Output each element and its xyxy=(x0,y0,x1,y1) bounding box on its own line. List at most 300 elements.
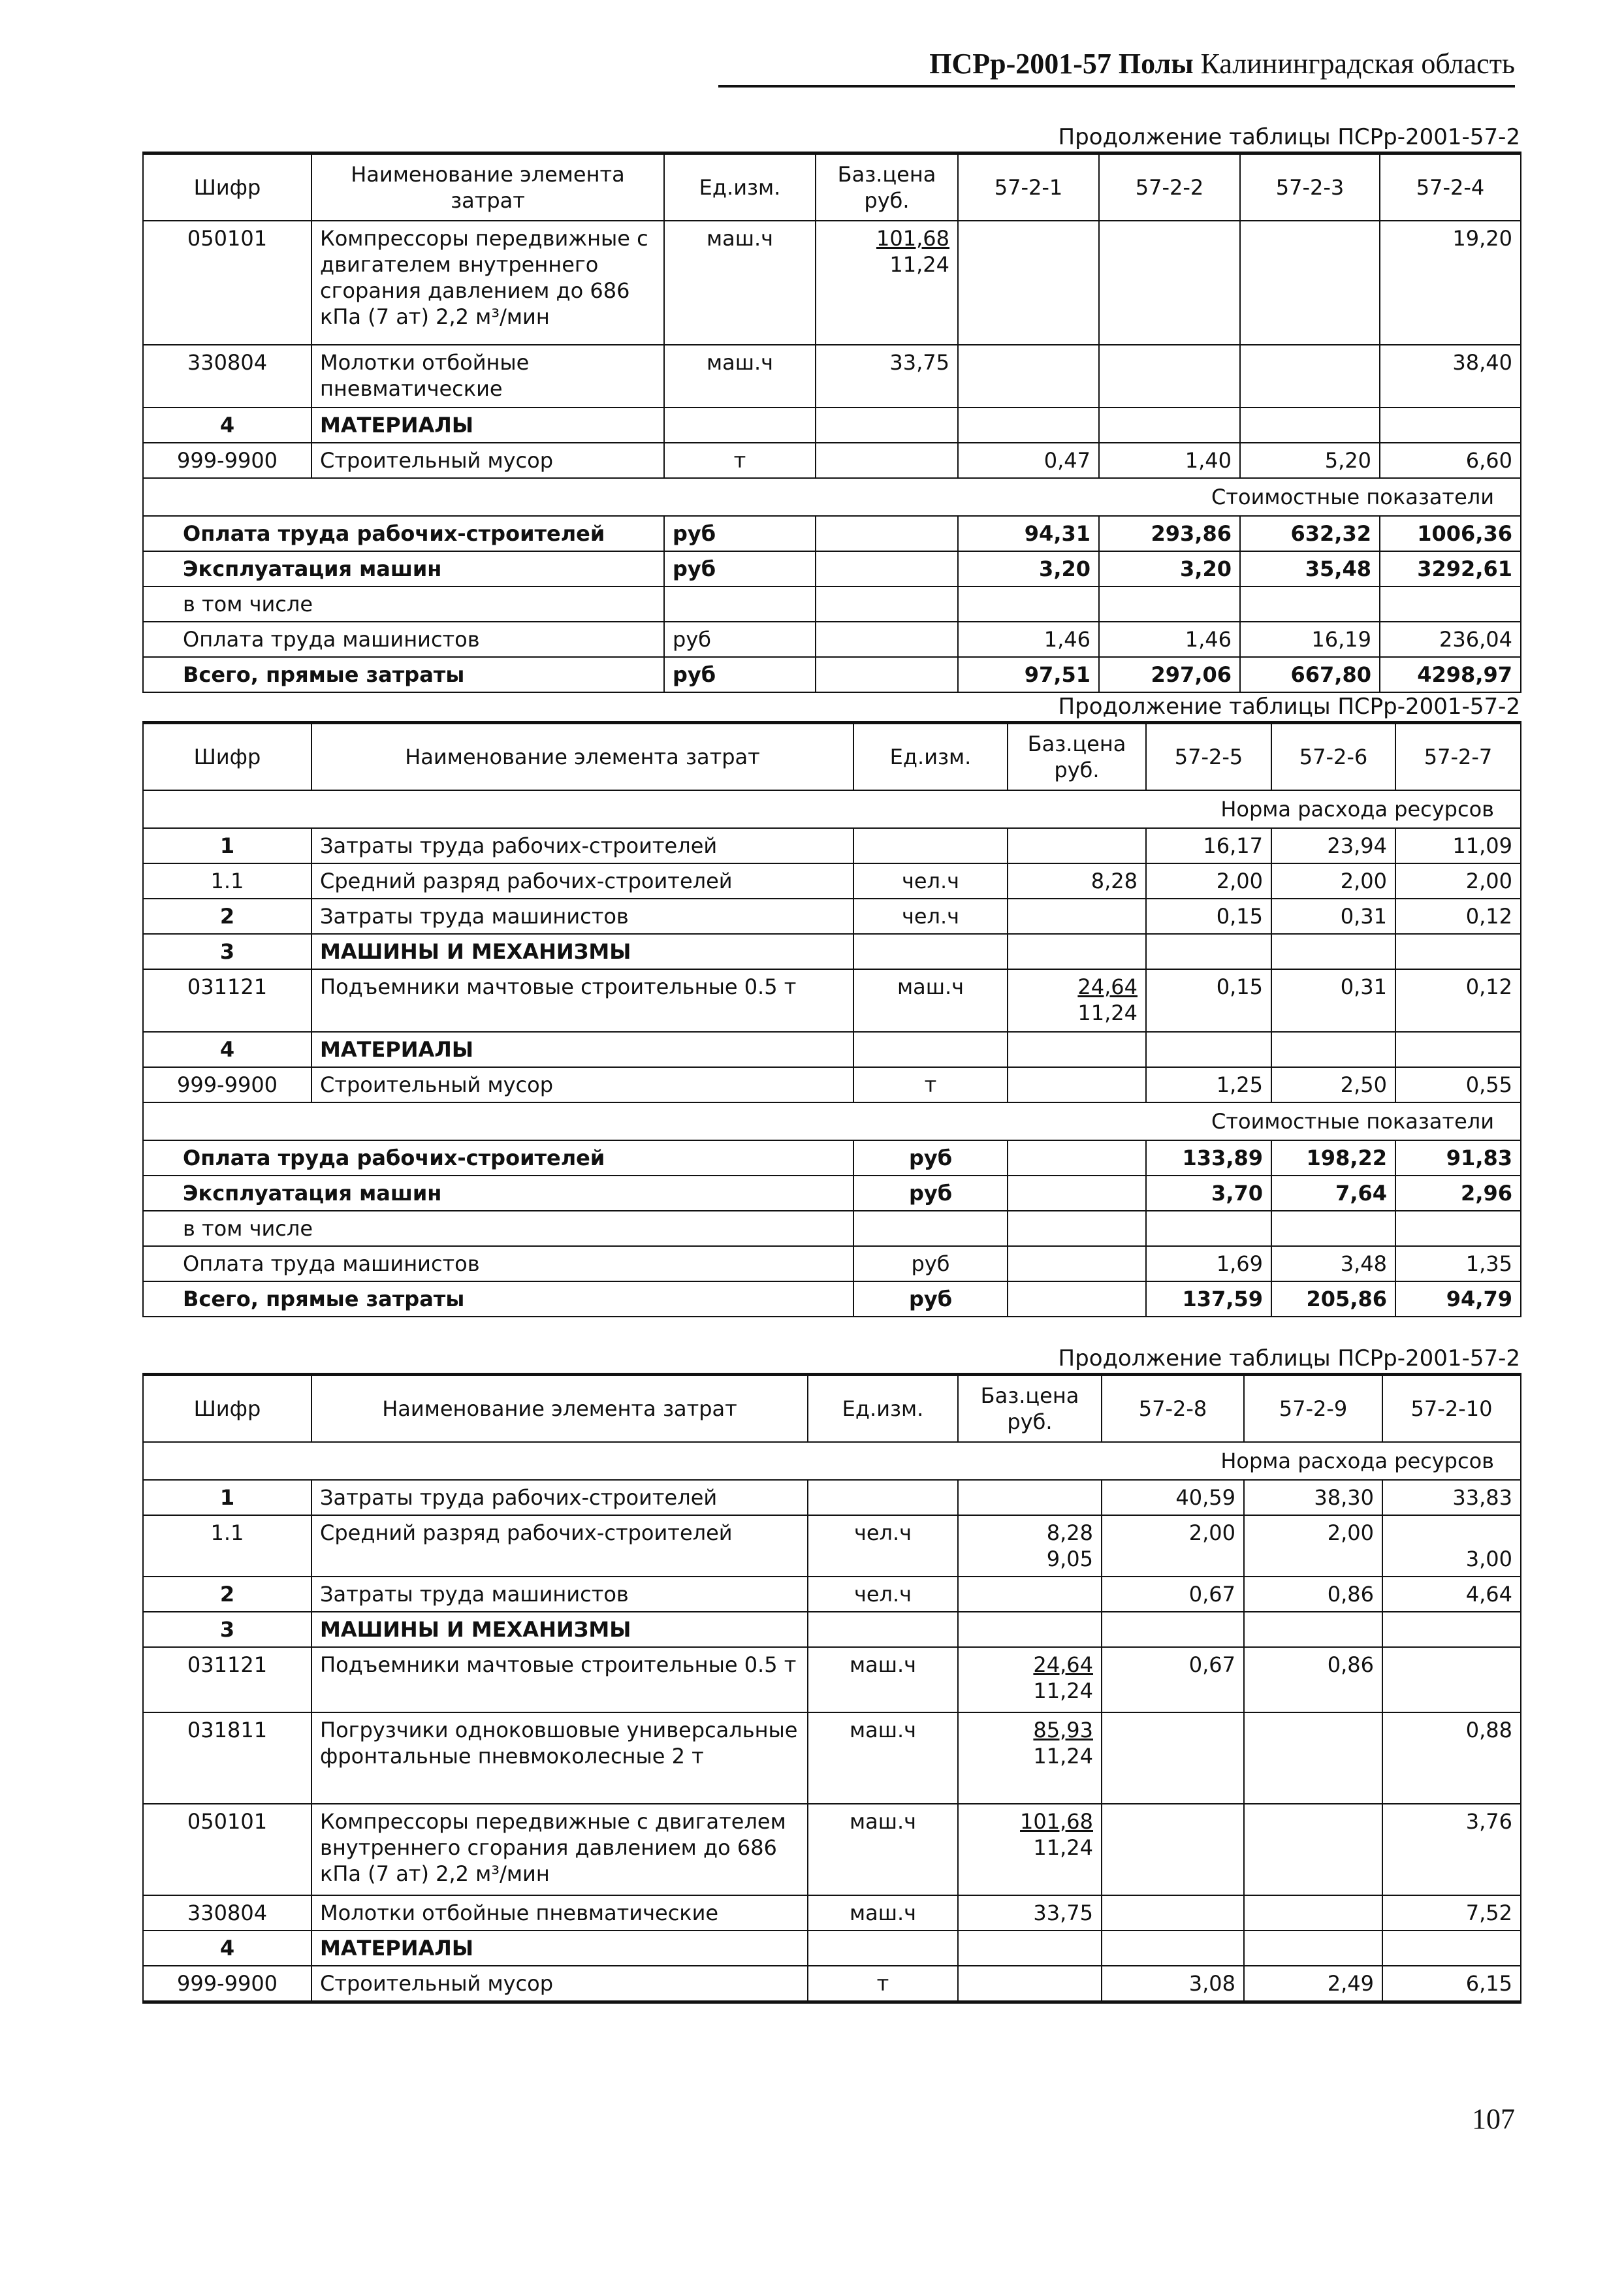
table1-col-unit: Ед.изм. xyxy=(664,153,816,221)
empty-cell xyxy=(1008,1176,1146,1211)
cost-value: 1,46 xyxy=(958,622,1099,657)
empty-cell xyxy=(1099,408,1240,443)
table1-header-row xyxy=(143,153,1521,221)
cost-value: 293,86 xyxy=(1099,516,1240,551)
table-row xyxy=(143,345,1521,408)
cost-label: в том числе xyxy=(143,586,664,622)
row-unit: чел.ч xyxy=(853,863,1008,899)
cost-row xyxy=(143,1211,1521,1246)
section-title: МАТЕРИАЛЫ xyxy=(311,408,664,443)
cost-row xyxy=(143,586,1521,622)
cost-row xyxy=(143,657,1521,692)
cost-band-row xyxy=(143,1102,1521,1140)
row-name: Затраты труда рабочих-строителей xyxy=(311,828,853,863)
header-code: ПСРр-2001-57 xyxy=(929,48,1111,80)
cost-band-label: Стоимостные показатели xyxy=(143,1102,1521,1140)
cost-band-label: Стоимостные показатели xyxy=(143,478,1521,516)
empty-cell xyxy=(958,1612,1102,1647)
empty-cell xyxy=(958,586,1099,622)
row-value: 2,50 xyxy=(1271,1067,1395,1102)
row-code: 999-9900 xyxy=(143,1067,311,1102)
table1-col-4: 57-2-4 xyxy=(1380,153,1521,221)
cost-value: 1006,36 xyxy=(1380,516,1521,551)
price-wage: 11,24 xyxy=(889,252,949,277)
row-code: 330804 xyxy=(143,1895,311,1931)
row-value xyxy=(1099,221,1240,345)
row-value: 4,64 xyxy=(1382,1577,1521,1612)
row-price xyxy=(958,1966,1102,2002)
cost-unit: руб xyxy=(664,516,816,551)
section-code: 3 xyxy=(143,1612,311,1647)
empty-cell xyxy=(1244,1931,1382,1966)
row-value: 2,00 xyxy=(1146,863,1271,899)
table-row xyxy=(143,1895,1521,1931)
cost-unit: руб xyxy=(664,622,816,657)
cost-value: 236,04 xyxy=(1380,622,1521,657)
empty-cell xyxy=(1099,586,1240,622)
empty-cell xyxy=(1240,408,1380,443)
cost-row xyxy=(143,622,1521,657)
row-unit: чел.ч xyxy=(808,1577,958,1612)
row-value: 3,00 xyxy=(1382,1515,1521,1577)
table-2 xyxy=(142,721,1521,1317)
cost-unit: руб xyxy=(664,657,816,692)
row-name: Компрессоры передвижные с двигателем внутреннего сгорания давлением до 686 кПа (7 ат) 2,2 м³/мин xyxy=(311,1804,808,1895)
cost-value: 198,22 xyxy=(1271,1140,1395,1176)
empty-cell xyxy=(1146,934,1271,969)
row-name: Затраты труда машинистов xyxy=(311,1577,808,1612)
price-base: 101,68 xyxy=(1020,1809,1093,1834)
table3-col-unit: Ед.изм. xyxy=(808,1375,958,1443)
row-price xyxy=(958,1647,1102,1712)
row-value: 40,59 xyxy=(1102,1480,1244,1515)
table-row xyxy=(143,1966,1521,2002)
row-value: 2,00 xyxy=(1102,1515,1244,1577)
row-price: 33,75 xyxy=(958,1895,1102,1931)
cost-value: 632,32 xyxy=(1240,516,1380,551)
row-value: 0,31 xyxy=(1271,969,1395,1032)
row-value: 6,60 xyxy=(1380,443,1521,478)
empty-cell xyxy=(1380,586,1521,622)
price-base: 101,68 xyxy=(876,226,949,251)
cost-row xyxy=(143,1246,1521,1281)
row-code: 050101 xyxy=(143,221,311,345)
empty-cell xyxy=(1008,1281,1146,1317)
table1-col-3: 57-2-3 xyxy=(1240,153,1380,221)
norms-band-label: Норма расхода ресурсов xyxy=(143,790,1521,828)
table2-col-2: 57-2-6 xyxy=(1271,723,1395,791)
row-value: 0,86 xyxy=(1244,1647,1382,1712)
row-value: 0,15 xyxy=(1146,969,1271,1032)
cost-value: 3292,61 xyxy=(1380,551,1521,586)
row-value: 0,12 xyxy=(1395,969,1521,1032)
row-value: 38,30 xyxy=(1244,1480,1382,1515)
table-3 xyxy=(142,1373,1521,2004)
table-row xyxy=(143,969,1521,1032)
section-title: МАШИНЫ И МЕХАНИЗМЫ xyxy=(311,1612,808,1647)
section-code: 4 xyxy=(143,408,311,443)
row-unit xyxy=(808,1480,958,1515)
cost-row xyxy=(143,1281,1521,1317)
row-name: Молотки отбойные пневматические xyxy=(311,1895,808,1931)
table-row xyxy=(143,1577,1521,1612)
table3-col-code: Шифр xyxy=(143,1375,311,1443)
price-value: 9,05 xyxy=(1046,1547,1093,1571)
empty-cell xyxy=(1008,1032,1146,1067)
empty-cell xyxy=(1240,586,1380,622)
row-code: 031811 xyxy=(143,1712,311,1804)
row-code: 1 xyxy=(143,1480,311,1515)
header-region: Калининградская область xyxy=(1200,48,1515,80)
price-base: 85,93 xyxy=(1033,1718,1093,1742)
empty-cell xyxy=(664,586,816,622)
cost-value: 4298,97 xyxy=(1380,657,1521,692)
row-value xyxy=(1102,1804,1244,1895)
empty-cell xyxy=(1395,1211,1521,1246)
cost-unit: руб xyxy=(853,1176,1008,1211)
table-row xyxy=(143,899,1521,934)
row-value: 0,67 xyxy=(1102,1577,1244,1612)
row-name: Затраты труда рабочих-строителей xyxy=(311,1480,808,1515)
table-row xyxy=(143,1480,1521,1515)
cost-value: 3,48 xyxy=(1271,1246,1395,1281)
row-unit: чел.ч xyxy=(808,1515,958,1577)
row-name: Подъемники мачтовые строительные 0.5 т xyxy=(311,969,853,1032)
cost-value: 7,64 xyxy=(1271,1176,1395,1211)
row-code: 050101 xyxy=(143,1804,311,1895)
row-value: 2,49 xyxy=(1244,1966,1382,2002)
cost-band-row xyxy=(143,478,1521,516)
table3-header-row xyxy=(143,1375,1521,1443)
table2-header-row xyxy=(143,723,1521,791)
row-value: 16,17 xyxy=(1146,828,1271,863)
row-value: 1,25 xyxy=(1146,1067,1271,1102)
empty-cell xyxy=(1380,408,1521,443)
price-wage: 11,24 xyxy=(1033,1744,1093,1769)
page-header xyxy=(718,46,1515,88)
table3-col-2: 57-2-9 xyxy=(1244,1375,1382,1443)
row-price xyxy=(1008,828,1146,863)
cost-value: 94,79 xyxy=(1395,1281,1521,1317)
empty-cell xyxy=(808,1931,958,1966)
row-value xyxy=(1382,1647,1521,1712)
empty-cell xyxy=(1271,1211,1395,1246)
row-value: 0,88 xyxy=(1382,1712,1521,1804)
table-row xyxy=(143,221,1521,345)
cost-value: 133,89 xyxy=(1146,1140,1271,1176)
row-unit: маш.ч xyxy=(664,221,816,345)
table3-col-price: Баз.цена руб. xyxy=(958,1375,1102,1443)
row-value: 0,55 xyxy=(1395,1067,1521,1102)
table2-col-3: 57-2-7 xyxy=(1395,723,1521,791)
price-wage: 11,24 xyxy=(1077,1001,1138,1025)
table2-col-name: Наименование элемента затрат xyxy=(311,723,853,791)
row-value xyxy=(1244,1712,1382,1804)
section-row xyxy=(143,1931,1521,1966)
table3-col-3: 57-2-10 xyxy=(1382,1375,1521,1443)
cost-value: 94,31 xyxy=(958,516,1099,551)
table-row xyxy=(143,1067,1521,1102)
table3-caption: Продолжение таблицы ПСРр-2001-57-2 xyxy=(1058,1345,1520,1371)
empty-cell xyxy=(1395,1032,1521,1067)
row-value: 2,00 xyxy=(1395,863,1521,899)
row-value xyxy=(1099,345,1240,408)
table-row xyxy=(143,1515,1521,1577)
cost-unit: руб xyxy=(853,1281,1008,1317)
empty-cell xyxy=(853,1032,1008,1067)
row-unit: т xyxy=(808,1966,958,2002)
cost-unit: руб xyxy=(664,551,816,586)
norms-band-label: Норма расхода ресурсов xyxy=(143,1442,1521,1480)
table2-caption: Продолжение таблицы ПСРр-2001-57-2 xyxy=(1058,694,1520,720)
row-unit xyxy=(853,828,1008,863)
cost-row xyxy=(143,516,1521,551)
row-price xyxy=(958,1515,1102,1577)
empty-cell xyxy=(1008,1246,1146,1281)
row-unit: маш.ч xyxy=(808,1804,958,1895)
row-value: 0,12 xyxy=(1395,899,1521,934)
row-name: Подъемники мачтовые строительные 0.5 т xyxy=(311,1647,808,1712)
table1-col-2: 57-2-2 xyxy=(1099,153,1240,221)
empty-cell xyxy=(1244,1612,1382,1647)
price-base: 24,64 xyxy=(1077,974,1138,999)
row-unit: т xyxy=(853,1067,1008,1102)
row-value: 33,83 xyxy=(1382,1480,1521,1515)
empty-cell xyxy=(1271,934,1395,969)
empty-cell xyxy=(1008,1211,1146,1246)
row-value xyxy=(1240,345,1380,408)
section-title: МАТЕРИАЛЫ xyxy=(311,1032,853,1067)
section-row xyxy=(143,934,1521,969)
empty-cell xyxy=(853,1211,1008,1246)
section-code: 4 xyxy=(143,1032,311,1067)
table2-col-code: Шифр xyxy=(143,723,311,791)
cost-value: 16,19 xyxy=(1240,622,1380,657)
row-value: 6,15 xyxy=(1382,1966,1521,2002)
section-row xyxy=(143,1032,1521,1067)
empty-cell xyxy=(1395,934,1521,969)
table-row xyxy=(143,443,1521,478)
table1-col-price: Баз.цена руб. xyxy=(816,153,958,221)
row-unit: маш.ч xyxy=(853,969,1008,1032)
row-name: Средний разряд рабочих-строителей xyxy=(311,863,853,899)
empty-cell xyxy=(1008,1140,1146,1176)
row-value: 0,67 xyxy=(1102,1647,1244,1712)
empty-cell xyxy=(1382,1612,1521,1647)
row-value xyxy=(1240,221,1380,345)
empty-cell xyxy=(1146,1211,1271,1246)
cost-value: 97,51 xyxy=(958,657,1099,692)
section-row xyxy=(143,408,1521,443)
cost-label: Всего, прямые затраты xyxy=(143,1281,853,1317)
row-code: 1.1 xyxy=(143,1515,311,1577)
empty-cell xyxy=(958,1931,1102,1966)
price-wage: 11,24 xyxy=(1033,1835,1093,1860)
row-code: 1 xyxy=(143,828,311,863)
cost-label: Оплата труда рабочих-строителей xyxy=(143,1140,853,1176)
empty-cell xyxy=(816,516,958,551)
row-code: 2 xyxy=(143,899,311,934)
table1-col-1: 57-2-1 xyxy=(958,153,1099,221)
row-unit: т xyxy=(664,443,816,478)
cost-label: Эксплуатация машин xyxy=(143,1176,853,1211)
empty-cell xyxy=(1102,1931,1244,1966)
price-wage: 11,24 xyxy=(1033,1678,1093,1703)
row-code: 031121 xyxy=(143,969,311,1032)
row-name: Затраты труда машинистов xyxy=(311,899,853,934)
row-value: 0,47 xyxy=(958,443,1099,478)
cost-value: 3,20 xyxy=(958,551,1099,586)
cost-value: 1,46 xyxy=(1099,622,1240,657)
cost-label: Оплата труда машинистов xyxy=(143,1246,853,1281)
row-value xyxy=(1102,1895,1244,1931)
section-row xyxy=(143,1612,1521,1647)
row-price xyxy=(1008,899,1146,934)
table-row xyxy=(143,1647,1521,1712)
price-value: 8,28 xyxy=(1046,1520,1093,1545)
table-row xyxy=(143,863,1521,899)
row-code: 999-9900 xyxy=(143,443,311,478)
table-row xyxy=(143,828,1521,863)
empty-cell xyxy=(816,622,958,657)
row-value: 0,86 xyxy=(1244,1577,1382,1612)
table3-col-1: 57-2-8 xyxy=(1102,1375,1244,1443)
page-number: 107 xyxy=(1472,2103,1515,2135)
empty-cell xyxy=(816,657,958,692)
table1-col-name: Наименование элемента затрат xyxy=(311,153,664,221)
row-unit: чел.ч xyxy=(853,899,1008,934)
row-price: 8,28 xyxy=(1008,863,1146,899)
cost-value: 297,06 xyxy=(1099,657,1240,692)
cost-label: Оплата труда рабочих-строителей xyxy=(143,516,664,551)
cost-label: Оплата труда машинистов xyxy=(143,622,664,657)
empty-cell xyxy=(1382,1931,1521,1966)
row-name: Средний разряд рабочих-строителей xyxy=(311,1515,808,1577)
row-value xyxy=(1244,1895,1382,1931)
cost-unit: руб xyxy=(853,1246,1008,1281)
row-price xyxy=(958,1577,1102,1612)
cost-value: 35,48 xyxy=(1240,551,1380,586)
row-value: 38,40 xyxy=(1380,345,1521,408)
row-price xyxy=(1008,1067,1146,1102)
row-price: 33,75 xyxy=(816,345,958,408)
row-value: 1,40 xyxy=(1099,443,1240,478)
cost-value: 91,83 xyxy=(1395,1140,1521,1176)
cost-value: 3,70 xyxy=(1146,1176,1271,1211)
row-value: 7,52 xyxy=(1382,1895,1521,1931)
row-value: 0,15 xyxy=(1146,899,1271,934)
cost-value: 1,69 xyxy=(1146,1246,1271,1281)
table3-col-name: Наименование элемента затрат xyxy=(311,1375,808,1443)
row-unit: маш.ч xyxy=(808,1712,958,1804)
norms-band-row xyxy=(143,1442,1521,1480)
cost-value: 667,80 xyxy=(1240,657,1380,692)
cost-unit: руб xyxy=(853,1140,1008,1176)
empty-cell xyxy=(958,408,1099,443)
section-code: 4 xyxy=(143,1931,311,1966)
row-value: 23,94 xyxy=(1271,828,1395,863)
row-value: 2,00 xyxy=(1271,863,1395,899)
empty-cell xyxy=(853,934,1008,969)
row-code: 2 xyxy=(143,1577,311,1612)
table2-col-unit: Ед.изм. xyxy=(853,723,1008,791)
cost-value: 1,35 xyxy=(1395,1246,1521,1281)
cost-row xyxy=(143,551,1521,586)
row-value xyxy=(1244,1804,1382,1895)
row-value: 5,20 xyxy=(1240,443,1380,478)
header-title: Полы xyxy=(1118,48,1194,80)
cost-label: в том числе xyxy=(143,1211,853,1246)
table2-col-price: Баз.цена руб. xyxy=(1008,723,1146,791)
cost-label: Всего, прямые затраты xyxy=(143,657,664,692)
empty-cell xyxy=(1146,1032,1271,1067)
cost-label: Эксплуатация машин xyxy=(143,551,664,586)
row-price xyxy=(816,443,958,478)
row-code: 1.1 xyxy=(143,863,311,899)
row-code: 999-9900 xyxy=(143,1966,311,2002)
table-row xyxy=(143,1804,1521,1895)
row-unit: маш.ч xyxy=(808,1895,958,1931)
cost-value: 2,96 xyxy=(1395,1176,1521,1211)
empty-cell xyxy=(816,408,958,443)
table-1 xyxy=(142,152,1521,693)
section-code: 3 xyxy=(143,934,311,969)
table1-col-code: Шифр xyxy=(143,153,311,221)
empty-cell xyxy=(808,1612,958,1647)
row-unit: маш.ч xyxy=(808,1647,958,1712)
empty-cell xyxy=(1271,1032,1395,1067)
empty-cell xyxy=(664,408,816,443)
cost-row xyxy=(143,1176,1521,1211)
empty-cell xyxy=(1008,934,1146,969)
row-value: 19,20 xyxy=(1380,221,1521,345)
row-unit: маш.ч xyxy=(664,345,816,408)
row-value: 3,08 xyxy=(1102,1966,1244,2002)
row-name: Строительный мусор xyxy=(311,1966,808,2002)
row-value xyxy=(958,345,1099,408)
row-price xyxy=(1008,969,1146,1032)
table2-col-1: 57-2-5 xyxy=(1146,723,1271,791)
row-name: Строительный мусор xyxy=(311,443,664,478)
row-value: 11,09 xyxy=(1395,828,1521,863)
section-title: МАШИНЫ И МЕХАНИЗМЫ xyxy=(311,934,853,969)
row-code: 031121 xyxy=(143,1647,311,1712)
row-price xyxy=(958,1804,1102,1895)
row-price xyxy=(816,221,958,345)
row-name: Компрессоры передвижные с двигателем внутреннего сгорания давлением до 686 кПа (7 ат) 2,2 м³/мин xyxy=(311,221,664,345)
cost-value: 137,59 xyxy=(1146,1281,1271,1317)
row-code: 330804 xyxy=(143,345,311,408)
row-value xyxy=(1102,1712,1244,1804)
norms-band-row xyxy=(143,790,1521,828)
table1-caption: Продолжение таблицы ПСРр-2001-57-2 xyxy=(1058,124,1520,150)
cost-row xyxy=(143,1140,1521,1176)
price-base: 24,64 xyxy=(1033,1652,1093,1677)
row-name: Строительный мусор xyxy=(311,1067,853,1102)
cost-value: 3,20 xyxy=(1099,551,1240,586)
row-value xyxy=(958,221,1099,345)
row-name: Погрузчики одноковшовые универсальные фронтальные пневмоколесные 2 т xyxy=(311,1712,808,1804)
cost-value: 205,86 xyxy=(1271,1281,1395,1317)
row-name: Молотки отбойные пневматические xyxy=(311,345,664,408)
empty-cell xyxy=(816,551,958,586)
empty-cell xyxy=(816,586,958,622)
row-value: 0,31 xyxy=(1271,899,1395,934)
row-value: 3,76 xyxy=(1382,1804,1521,1895)
row-price xyxy=(958,1712,1102,1804)
empty-cell xyxy=(1102,1612,1244,1647)
row-price xyxy=(958,1480,1102,1515)
